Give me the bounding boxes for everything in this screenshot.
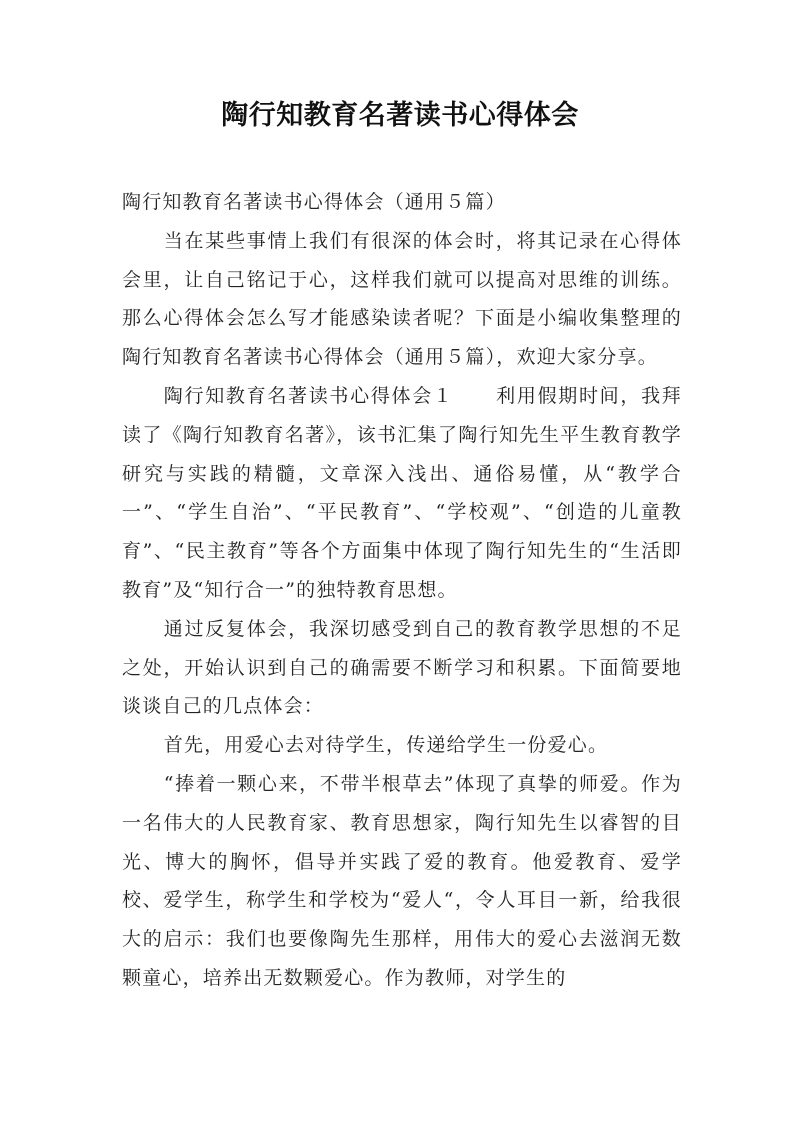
section1-text: 利用假期时间，我拜读了《陶行知教育名著》，该书汇集了陶行知先生平生教育教学研究与实践的精髓，文章深入浅出、通俗易懂，从“教学合一”、“学生自治”、“平民教育”、“学校观”、“创造的儿童教育”、“民主教育”等各个方面集中体现了陶行知先生的“生活即教育”及“知行合一”的独特教育思想。 [122,384,682,601]
section1-heading: 陶行知教育名著读书心得体会１ [163,384,454,407]
document-body [122,183,682,998]
document-subtitle: 陶行知教育名著读书心得体会（通用５篇） [122,191,506,213]
document-title: 陶行知教育名著读书心得体会 [221,100,579,131]
intro-paragraph: 当在某些事情上我们有很深的体会时，将其记录在心得体会里，让自己铭记于心，这样我们就可以提高对思维的训练。那么心得体会怎么写才能感染读者呢？下面是小编收集整理的陶行知教育名著读书心得体会（通用５篇），欢迎大家分享。 [122,229,682,369]
section1-paragraph [122,377,682,610]
first-point-paragraph: 首先，用爱心去对待学生，传递给学生一份爱心。 [163,734,609,757]
teacher-love-paragraph: “捧着一颗心来，不带半根草去”体现了真挚的师爱。作为一名伟大的人民教育家、教育思想家，陶行知先生以睿智的目光、博大的胸怀，倡导并实践了爱的教育。他爱教育、爱学校、爱学生，称学生和学校为“爱人“，令人耳目一新，给我很大的启示：我们也要像陶先生那样，用伟大的爱心去滋润无数颗童心，培养出无数颗爱心。作为教师，对学生的 [122,772,682,989]
reflection-paragraph: 通过反复体会，我深切感受到自己的教育教学思想的不足之处，开始认识到自己的确需要不断学习和积累。下面简要地谈谈自己的几点体会： [122,617,682,718]
